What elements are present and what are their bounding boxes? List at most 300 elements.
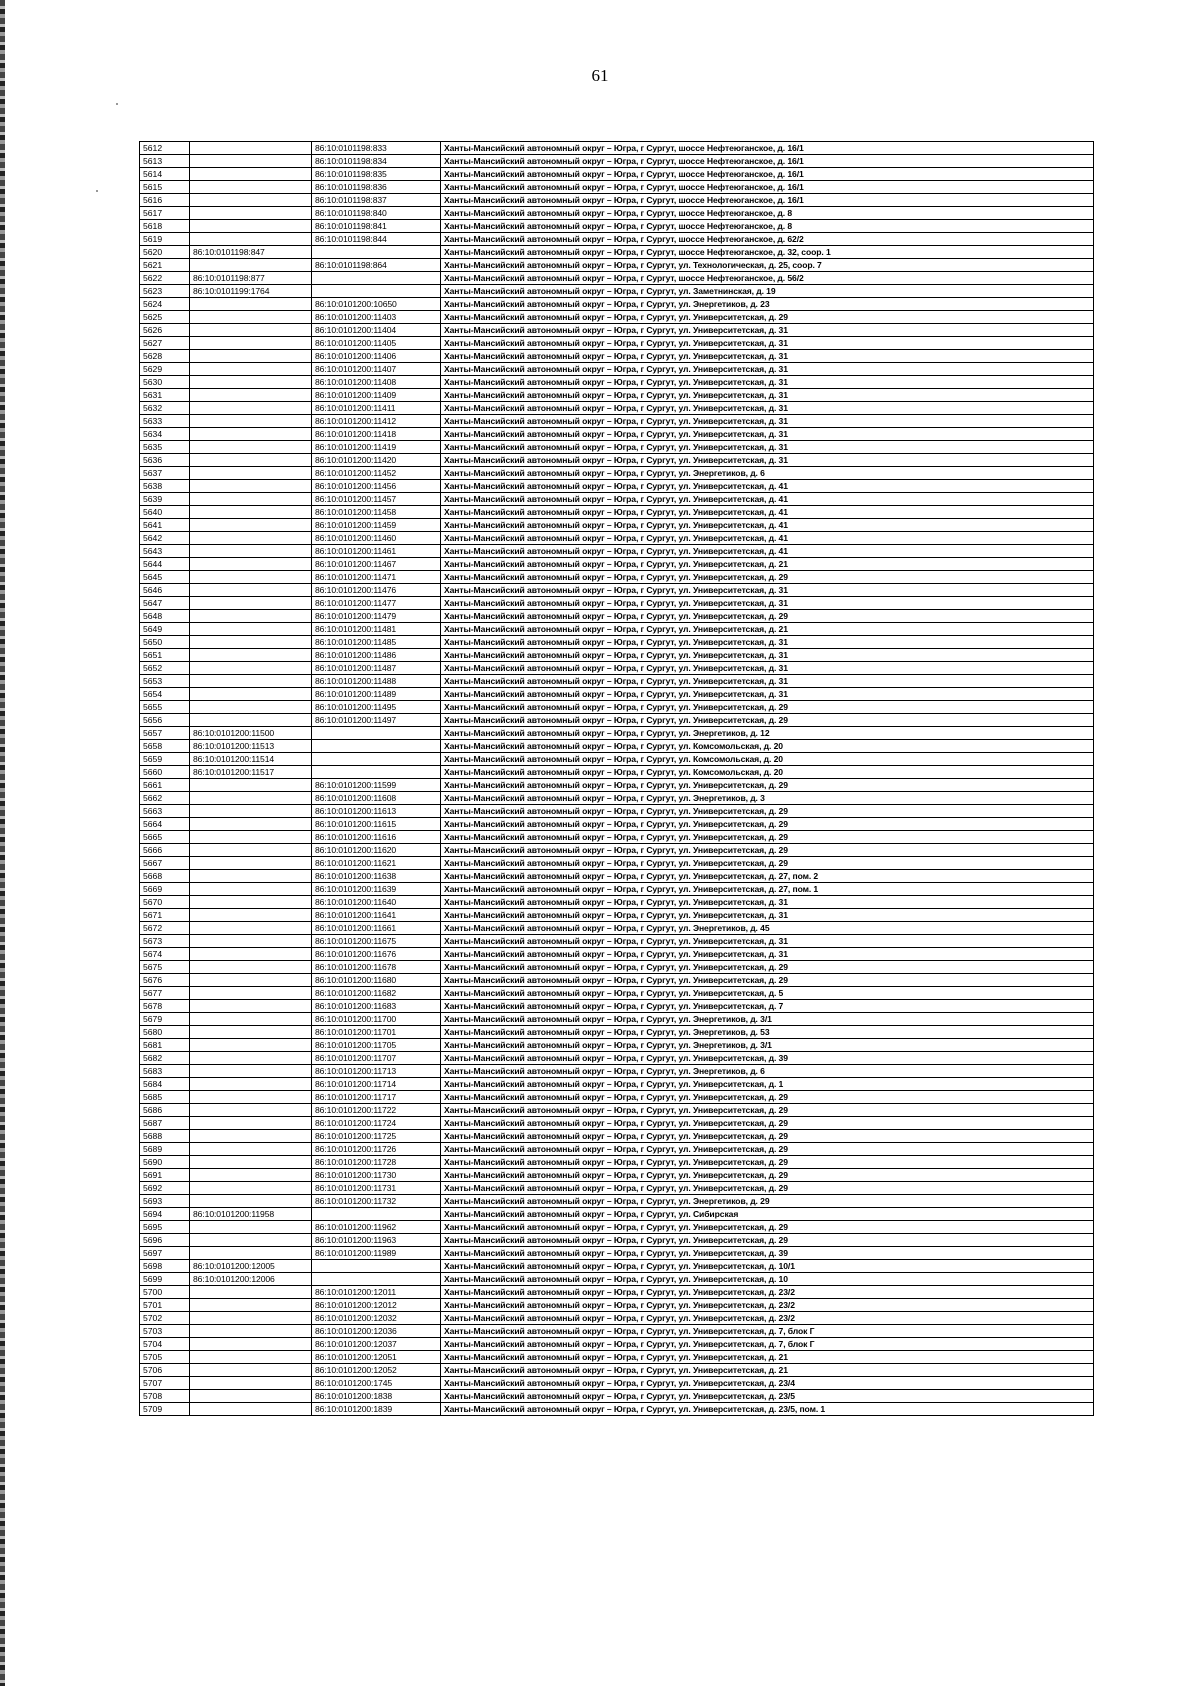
building-cadastral-number-cell: 86:10:0101198:844 (312, 233, 441, 246)
row-number-cell: 5627 (140, 337, 190, 350)
building-cadastral-number-cell (312, 740, 441, 753)
table-row (140, 1364, 1094, 1377)
land-cadastral-number-cell (190, 428, 312, 441)
address-cell: Ханты-Мансийский автономный округ – Югра, г Сургут, ул. Университетская, д. 21 (441, 623, 1094, 636)
land-cadastral-number-cell (190, 1195, 312, 1208)
table-row (140, 519, 1094, 532)
row-number-cell: 5621 (140, 259, 190, 272)
table-row (140, 714, 1094, 727)
building-cadastral-number-cell: 86:10:0101200:12036 (312, 1325, 441, 1338)
address-cell: Ханты-Мансийский автономный округ – Югра, г Сургут, ул. Энергетиков, д. 3 (441, 792, 1094, 805)
address-cell: Ханты-Мансийский автономный округ – Югра, г Сургут, ул. Университетская, д. 29 (441, 1130, 1094, 1143)
row-number-cell: 5616 (140, 194, 190, 207)
land-cadastral-number-cell (190, 558, 312, 571)
row-number-cell: 5651 (140, 649, 190, 662)
table-row (140, 857, 1094, 870)
table-row (140, 662, 1094, 675)
table-row (140, 246, 1094, 259)
land-cadastral-number-cell: 86:10:0101200:11958 (190, 1208, 312, 1221)
row-number-cell: 5650 (140, 636, 190, 649)
building-cadastral-number-cell: 86:10:0101200:11714 (312, 1078, 441, 1091)
address-cell: Ханты-Мансийский автономный округ – Югра, г Сургут, ул. Университетская, д. 41 (441, 532, 1094, 545)
address-cell: Ханты-Мансийский автономный округ – Югра, г Сургут, ул. Университетская, д. 31 (441, 337, 1094, 350)
address-cell: Ханты-Мансийский автономный округ – Югра, г Сургут, шоссе Нефтеюганское, д. 62/2 (441, 233, 1094, 246)
address-cell: Ханты-Мансийский автономный округ – Югра, г Сургут, ул. Университетская, д. 31 (441, 415, 1094, 428)
row-number-cell: 5682 (140, 1052, 190, 1065)
table-row (140, 324, 1094, 337)
table-row (140, 584, 1094, 597)
building-cadastral-number-cell: 86:10:0101198:834 (312, 155, 441, 168)
building-cadastral-number-cell: 86:10:0101200:11405 (312, 337, 441, 350)
land-cadastral-number-cell (190, 844, 312, 857)
land-cadastral-number-cell (190, 376, 312, 389)
building-cadastral-number-cell: 86:10:0101200:11461 (312, 545, 441, 558)
row-number-cell: 5703 (140, 1325, 190, 1338)
building-cadastral-number-cell: 86:10:0101200:11962 (312, 1221, 441, 1234)
table-row (140, 766, 1094, 779)
row-number-cell: 5681 (140, 1039, 190, 1052)
address-cell: Ханты-Мансийский автономный округ – Югра, г Сургут, ул. Энергетиков, д. 3/1 (441, 1039, 1094, 1052)
address-cell: Ханты-Мансийский автономный округ – Югра, г Сургут, ул. Энергетиков, д. 6 (441, 467, 1094, 480)
land-cadastral-number-cell (190, 142, 312, 155)
row-number-cell: 5698 (140, 1260, 190, 1273)
address-cell: Ханты-Мансийский автономный округ – Югра, г Сургут, ул. Университетская, д. 29 (441, 1143, 1094, 1156)
building-cadastral-number-cell: 86:10:0101200:11640 (312, 896, 441, 909)
address-cell: Ханты-Мансийский автономный округ – Югра, г Сургут, шоссе Нефтеюганское, д. 16/1 (441, 142, 1094, 155)
table-row (140, 779, 1094, 792)
address-cell: Ханты-Мансийский автономный округ – Югра, г Сургут, ул. Университетская, д. 7 (441, 1000, 1094, 1013)
row-number-cell: 5705 (140, 1351, 190, 1364)
building-cadastral-number-cell: 86:10:0101200:11409 (312, 389, 441, 402)
table-row (140, 987, 1094, 1000)
building-cadastral-number-cell (312, 246, 441, 259)
building-cadastral-number-cell: 86:10:0101200:11479 (312, 610, 441, 623)
land-cadastral-number-cell (190, 480, 312, 493)
row-number-cell: 5688 (140, 1130, 190, 1143)
table-row (140, 1182, 1094, 1195)
table-row (140, 948, 1094, 961)
table-row (140, 1065, 1094, 1078)
address-cell: Ханты-Мансийский автономный округ – Югра, г Сургут, ул. Энергетиков, д. 53 (441, 1026, 1094, 1039)
building-cadastral-number-cell: 86:10:0101200:11407 (312, 363, 441, 376)
building-cadastral-number-cell: 86:10:0101198:837 (312, 194, 441, 207)
table-row (140, 1299, 1094, 1312)
building-cadastral-number-cell: 86:10:0101200:11724 (312, 1117, 441, 1130)
table-row (140, 935, 1094, 948)
land-cadastral-number-cell: 86:10:0101199:1764 (190, 285, 312, 298)
row-number-cell: 5680 (140, 1026, 190, 1039)
land-cadastral-number-cell (190, 571, 312, 584)
land-cadastral-number-cell: 86:10:0101200:11514 (190, 753, 312, 766)
table-row (140, 1325, 1094, 1338)
address-cell: Ханты-Мансийский автономный округ – Югра, г Сургут, ул. Университетская, д. 23/5 (441, 1390, 1094, 1403)
scan-speck (116, 103, 118, 105)
land-cadastral-number-cell: 86:10:0101198:877 (190, 272, 312, 285)
table-row (140, 428, 1094, 441)
building-cadastral-number-cell: 86:10:0101200:11420 (312, 454, 441, 467)
table-row (140, 597, 1094, 610)
address-cell: Ханты-Мансийский автономный округ – Югра, г Сургут, ул. Университетская, д. 31 (441, 948, 1094, 961)
table-row (140, 1091, 1094, 1104)
row-number-cell: 5629 (140, 363, 190, 376)
address-cell: Ханты-Мансийский автономный округ – Югра, г Сургут, ул. Университетская, д. 31 (441, 597, 1094, 610)
building-cadastral-number-cell: 86:10:0101200:11728 (312, 1156, 441, 1169)
building-cadastral-number-cell: 86:10:0101200:11408 (312, 376, 441, 389)
table-row (140, 1130, 1094, 1143)
address-cell: Ханты-Мансийский автономный округ – Югра, г Сургут, ул. Университетская, д. 21 (441, 558, 1094, 571)
building-cadastral-number-cell: 86:10:0101200:11476 (312, 584, 441, 597)
building-cadastral-number-cell: 86:10:0101200:11676 (312, 948, 441, 961)
building-cadastral-number-cell: 86:10:0101200:11488 (312, 675, 441, 688)
row-number-cell: 5677 (140, 987, 190, 1000)
address-cell: Ханты-Мансийский автономный округ – Югра, г Сургут, ул. Университетская, д. 31 (441, 454, 1094, 467)
land-cadastral-number-cell (190, 1013, 312, 1026)
row-number-cell: 5674 (140, 948, 190, 961)
land-cadastral-number-cell (190, 649, 312, 662)
table-row (140, 1039, 1094, 1052)
land-cadastral-number-cell (190, 1299, 312, 1312)
table-row (140, 1377, 1094, 1390)
registry-table-body (140, 142, 1094, 1416)
address-cell: Ханты-Мансийский автономный округ – Югра, г Сургут, ул. Университетская, д. 29 (441, 1221, 1094, 1234)
land-cadastral-number-cell (190, 662, 312, 675)
row-number-cell: 5663 (140, 805, 190, 818)
row-number-cell: 5687 (140, 1117, 190, 1130)
row-number-cell: 5628 (140, 350, 190, 363)
address-cell: Ханты-Мансийский автономный округ – Югра, г Сургут, ул. Сибирская (441, 1208, 1094, 1221)
building-cadastral-number-cell: 86:10:0101200:11638 (312, 870, 441, 883)
building-cadastral-number-cell: 86:10:0101200:11489 (312, 688, 441, 701)
land-cadastral-number-cell (190, 389, 312, 402)
table-row (140, 792, 1094, 805)
land-cadastral-number-cell (190, 870, 312, 883)
row-number-cell: 5637 (140, 467, 190, 480)
table-row (140, 545, 1094, 558)
building-cadastral-number-cell: 86:10:0101200:11705 (312, 1039, 441, 1052)
address-cell: Ханты-Мансийский автономный округ – Югра, г Сургут, ул. Университетская, д. 23/4 (441, 1377, 1094, 1390)
table-row (140, 1351, 1094, 1364)
table-row (140, 207, 1094, 220)
building-cadastral-number-cell: 86:10:0101200:11404 (312, 324, 441, 337)
address-cell: Ханты-Мансийский автономный округ – Югра, г Сургут, ул. Университетская, д. 31 (441, 896, 1094, 909)
building-cadastral-number-cell: 86:10:0101200:11730 (312, 1169, 441, 1182)
land-cadastral-number-cell (190, 1312, 312, 1325)
land-cadastral-number-cell: 86:10:0101200:11517 (190, 766, 312, 779)
row-number-cell: 5661 (140, 779, 190, 792)
table-row (140, 168, 1094, 181)
address-cell: Ханты-Мансийский автономный округ – Югра, г Сургут, ул. Университетская, д. 31 (441, 350, 1094, 363)
address-cell: Ханты-Мансийский автономный округ – Югра, г Сургут, ул. Университетская, д. 23/2 (441, 1312, 1094, 1325)
row-number-cell: 5620 (140, 246, 190, 259)
building-cadastral-number-cell: 86:10:0101200:1839 (312, 1403, 441, 1416)
building-cadastral-number-cell: 86:10:0101200:11717 (312, 1091, 441, 1104)
building-cadastral-number-cell: 86:10:0101200:11726 (312, 1143, 441, 1156)
land-cadastral-number-cell: 86:10:0101200:12006 (190, 1273, 312, 1286)
address-cell: Ханты-Мансийский автономный округ – Югра, г Сургут, ул. Университетская, д. 31 (441, 324, 1094, 337)
row-number-cell: 5614 (140, 168, 190, 181)
land-cadastral-number-cell (190, 233, 312, 246)
table-row (140, 1208, 1094, 1221)
address-cell: Ханты-Мансийский автономный округ – Югра, г Сургут, ул. Энергетиков, д. 45 (441, 922, 1094, 935)
row-number-cell: 5679 (140, 1013, 190, 1026)
row-number-cell: 5694 (140, 1208, 190, 1221)
table-row (140, 1169, 1094, 1182)
land-cadastral-number-cell (190, 610, 312, 623)
row-number-cell: 5658 (140, 740, 190, 753)
row-number-cell: 5636 (140, 454, 190, 467)
land-cadastral-number-cell (190, 948, 312, 961)
row-number-cell: 5654 (140, 688, 190, 701)
row-number-cell: 5623 (140, 285, 190, 298)
table-row (140, 1273, 1094, 1286)
row-number-cell: 5626 (140, 324, 190, 337)
address-cell: Ханты-Мансийский автономный округ – Югра, г Сургут, ул. Университетская, д. 41 (441, 480, 1094, 493)
address-cell: Ханты-Мансийский автономный округ – Югра, г Сургут, ул. Университетская, д. 21 (441, 1351, 1094, 1364)
row-number-cell: 5618 (140, 220, 190, 233)
land-cadastral-number-cell (190, 1325, 312, 1338)
row-number-cell: 5697 (140, 1247, 190, 1260)
row-number-cell: 5642 (140, 532, 190, 545)
row-number-cell: 5631 (140, 389, 190, 402)
row-number-cell: 5699 (140, 1273, 190, 1286)
land-cadastral-number-cell (190, 584, 312, 597)
row-number-cell: 5625 (140, 311, 190, 324)
building-cadastral-number-cell: 86:10:0101198:833 (312, 142, 441, 155)
table-row (140, 961, 1094, 974)
land-cadastral-number-cell (190, 181, 312, 194)
address-cell: Ханты-Мансийский автономный округ – Югра, г Сургут, ул. Университетская, д. 31 (441, 376, 1094, 389)
land-cadastral-number-cell (190, 1091, 312, 1104)
building-cadastral-number-cell: 86:10:0101200:11701 (312, 1026, 441, 1039)
table-row (140, 454, 1094, 467)
building-cadastral-number-cell: 86:10:0101200:11458 (312, 506, 441, 519)
building-cadastral-number-cell: 86:10:0101200:11419 (312, 441, 441, 454)
land-cadastral-number-cell (190, 1338, 312, 1351)
building-cadastral-number-cell (312, 1260, 441, 1273)
address-cell: Ханты-Мансийский автономный округ – Югра, г Сургут, ул. Технологическая, д. 25, соор. 7 (441, 259, 1094, 272)
address-cell: Ханты-Мансийский автономный округ – Югра, г Сургут, ул. Университетская, д. 23/5, пом. 1 (441, 1403, 1094, 1416)
row-number-cell: 5645 (140, 571, 190, 584)
row-number-cell: 5669 (140, 883, 190, 896)
land-cadastral-number-cell (190, 688, 312, 701)
building-cadastral-number-cell: 86:10:0101198:835 (312, 168, 441, 181)
address-cell: Ханты-Мансийский автономный округ – Югра, г Сургут, ул. Университетская, д. 31 (441, 636, 1094, 649)
address-cell: Ханты-Мансийский автономный округ – Югра, г Сургут, ул. Университетская, д. 41 (441, 519, 1094, 532)
row-number-cell: 5633 (140, 415, 190, 428)
land-cadastral-number-cell (190, 207, 312, 220)
building-cadastral-number-cell: 86:10:0101200:11620 (312, 844, 441, 857)
row-number-cell: 5672 (140, 922, 190, 935)
land-cadastral-number-cell (190, 1052, 312, 1065)
land-cadastral-number-cell (190, 545, 312, 558)
building-cadastral-number-cell: 86:10:0101200:11616 (312, 831, 441, 844)
table-row (140, 649, 1094, 662)
row-number-cell: 5646 (140, 584, 190, 597)
table-row (140, 363, 1094, 376)
building-cadastral-number-cell: 86:10:0101200:11680 (312, 974, 441, 987)
row-number-cell: 5624 (140, 298, 190, 311)
address-cell: Ханты-Мансийский автономный округ – Югра, г Сургут, ул. Университетская, д. 29 (441, 701, 1094, 714)
table-row (140, 1156, 1094, 1169)
building-cadastral-number-cell: 86:10:0101200:11481 (312, 623, 441, 636)
building-cadastral-number-cell: 86:10:0101200:12012 (312, 1299, 441, 1312)
building-cadastral-number-cell: 86:10:0101200:11459 (312, 519, 441, 532)
building-cadastral-number-cell: 86:10:0101200:12032 (312, 1312, 441, 1325)
building-cadastral-number-cell: 86:10:0101200:11731 (312, 1182, 441, 1195)
address-cell: Ханты-Мансийский автономный округ – Югра, г Сургут, ул. Энергетиков, д. 12 (441, 727, 1094, 740)
building-cadastral-number-cell: 86:10:0101200:1745 (312, 1377, 441, 1390)
row-number-cell: 5695 (140, 1221, 190, 1234)
address-cell: Ханты-Мансийский автономный округ – Югра, г Сургут, ул. Университетская, д. 23/2 (441, 1286, 1094, 1299)
table-row (140, 155, 1094, 168)
address-cell: Ханты-Мансийский автономный округ – Югра, г Сургут, ул. Комсомольская, д. 20 (441, 766, 1094, 779)
land-cadastral-number-cell (190, 1065, 312, 1078)
land-cadastral-number-cell (190, 922, 312, 935)
building-cadastral-number-cell (312, 1208, 441, 1221)
scan-binding-edge (0, 0, 5, 1686)
table-row (140, 1000, 1094, 1013)
address-cell: Ханты-Мансийский автономный округ – Югра, г Сургут, ул. Университетская, д. 29 (441, 1156, 1094, 1169)
building-cadastral-number-cell: 86:10:0101200:11497 (312, 714, 441, 727)
address-cell: Ханты-Мансийский автономный округ – Югра, г Сургут, шоссе Нефтеюганское, д. 16/1 (441, 181, 1094, 194)
row-number-cell: 5708 (140, 1390, 190, 1403)
building-cadastral-number-cell: 86:10:0101200:11460 (312, 532, 441, 545)
row-number-cell: 5653 (140, 675, 190, 688)
building-cadastral-number-cell: 86:10:0101200:11678 (312, 961, 441, 974)
table-row (140, 220, 1094, 233)
address-cell: Ханты-Мансийский автономный округ – Югра, г Сургут, шоссе Нефтеюганское, д. 16/1 (441, 168, 1094, 181)
address-cell: Ханты-Мансийский автономный округ – Югра, г Сургут, ул. Университетская, д. 31 (441, 935, 1094, 948)
table-row (140, 610, 1094, 623)
building-cadastral-number-cell: 86:10:0101200:12037 (312, 1338, 441, 1351)
address-cell: Ханты-Мансийский автономный округ – Югра, г Сургут, ул. Университетская, д. 29 (441, 818, 1094, 831)
land-cadastral-number-cell (190, 818, 312, 831)
row-number-cell: 5690 (140, 1156, 190, 1169)
row-number-cell: 5673 (140, 935, 190, 948)
building-cadastral-number-cell (312, 753, 441, 766)
row-number-cell: 5638 (140, 480, 190, 493)
building-cadastral-number-cell: 86:10:0101200:11639 (312, 883, 441, 896)
address-cell: Ханты-Мансийский автономный округ – Югра, г Сургут, ул. Университетская, д. 29 (441, 857, 1094, 870)
address-cell: Ханты-Мансийский автономный округ – Югра, г Сургут, ул. Университетская, д. 29 (441, 571, 1094, 584)
building-cadastral-number-cell: 86:10:0101200:11725 (312, 1130, 441, 1143)
table-row (140, 753, 1094, 766)
row-number-cell: 5656 (140, 714, 190, 727)
address-cell: Ханты-Мансийский автономный округ – Югра, г Сургут, ул. Университетская, д. 41 (441, 545, 1094, 558)
table-row (140, 467, 1094, 480)
address-cell: Ханты-Мансийский автономный округ – Югра, г Сургут, ул. Университетская, д. 27, пом. 2 (441, 870, 1094, 883)
table-row (140, 1143, 1094, 1156)
land-cadastral-number-cell (190, 1182, 312, 1195)
land-cadastral-number-cell (190, 831, 312, 844)
address-cell: Ханты-Мансийский автономный округ – Югра, г Сургут, шоссе Нефтеюганское, д. 16/1 (441, 155, 1094, 168)
row-number-cell: 5622 (140, 272, 190, 285)
land-cadastral-number-cell (190, 1026, 312, 1039)
row-number-cell: 5683 (140, 1065, 190, 1078)
row-number-cell: 5635 (140, 441, 190, 454)
building-cadastral-number-cell: 86:10:0101200:11661 (312, 922, 441, 935)
row-number-cell: 5612 (140, 142, 190, 155)
table-row (140, 1013, 1094, 1026)
table-row (140, 506, 1094, 519)
address-cell: Ханты-Мансийский автономный округ – Югра, г Сургут, ул. Университетская, д. 29 (441, 779, 1094, 792)
building-cadastral-number-cell (312, 285, 441, 298)
address-cell: Ханты-Мансийский автономный округ – Югра, г Сургут, ул. Университетская, д. 29 (441, 974, 1094, 987)
table-row (140, 922, 1094, 935)
row-number-cell: 5704 (140, 1338, 190, 1351)
land-cadastral-number-cell (190, 935, 312, 948)
building-cadastral-number-cell: 86:10:0101200:11412 (312, 415, 441, 428)
land-cadastral-number-cell (190, 974, 312, 987)
row-number-cell: 5678 (140, 1000, 190, 1013)
land-cadastral-number-cell (190, 402, 312, 415)
table-row (140, 883, 1094, 896)
land-cadastral-number-cell (190, 155, 312, 168)
address-cell: Ханты-Мансийский автономный округ – Югра, г Сургут, ул. Университетская, д. 31 (441, 649, 1094, 662)
row-number-cell: 5667 (140, 857, 190, 870)
land-cadastral-number-cell (190, 519, 312, 532)
table-row (140, 1078, 1094, 1091)
building-cadastral-number-cell: 86:10:0101200:12011 (312, 1286, 441, 1299)
table-row (140, 441, 1094, 454)
row-number-cell: 5701 (140, 1299, 190, 1312)
address-cell: Ханты-Мансийский автономный округ – Югра, г Сургут, ул. Университетская, д. 31 (441, 662, 1094, 675)
land-cadastral-number-cell (190, 701, 312, 714)
building-cadastral-number-cell: 86:10:0101200:11471 (312, 571, 441, 584)
table-row (140, 285, 1094, 298)
address-cell: Ханты-Мансийский автономный округ – Югра, г Сургут, ул. Университетская, д. 29 (441, 805, 1094, 818)
row-number-cell: 5613 (140, 155, 190, 168)
building-cadastral-number-cell: 86:10:0101198:841 (312, 220, 441, 233)
table-row (140, 1221, 1094, 1234)
building-cadastral-number-cell: 86:10:0101200:10650 (312, 298, 441, 311)
land-cadastral-number-cell (190, 337, 312, 350)
address-cell: Ханты-Мансийский автономный округ – Югра, г Сургут, ул. Университетская, д. 1 (441, 1078, 1094, 1091)
address-cell: Ханты-Мансийский автономный округ – Югра, г Сургут, ул. Университетская, д. 21 (441, 1364, 1094, 1377)
address-cell: Ханты-Мансийский автономный округ – Югра, г Сургут, ул. Университетская, д. 29 (441, 1117, 1094, 1130)
address-cell: Ханты-Мансийский автономный округ – Югра, г Сургут, ул. Университетская, д. 31 (441, 363, 1094, 376)
table-row (140, 636, 1094, 649)
building-cadastral-number-cell: 86:10:0101200:11963 (312, 1234, 441, 1247)
land-cadastral-number-cell (190, 987, 312, 1000)
address-cell: Ханты-Мансийский автономный округ – Югра, г Сургут, ул. Энергетиков, д. 6 (441, 1065, 1094, 1078)
land-cadastral-number-cell (190, 259, 312, 272)
building-cadastral-number-cell: 86:10:0101200:11495 (312, 701, 441, 714)
address-cell: Ханты-Мансийский автономный округ – Югра, г Сургут, ул. Университетская, д. 39 (441, 1052, 1094, 1065)
building-cadastral-number-cell: 86:10:0101200:1838 (312, 1390, 441, 1403)
building-cadastral-number-cell (312, 272, 441, 285)
row-number-cell: 5647 (140, 597, 190, 610)
address-cell: Ханты-Мансийский автономный округ – Югра, г Сургут, шоссе Нефтеюганское, д. 8 (441, 220, 1094, 233)
land-cadastral-number-cell (190, 1130, 312, 1143)
land-cadastral-number-cell (190, 779, 312, 792)
row-number-cell: 5662 (140, 792, 190, 805)
address-cell: Ханты-Мансийский автономный округ – Югра, г Сургут, ул. Университетская, д. 31 (441, 675, 1094, 688)
row-number-cell: 5639 (140, 493, 190, 506)
land-cadastral-number-cell (190, 961, 312, 974)
table-row (140, 870, 1094, 883)
table-row (140, 974, 1094, 987)
building-cadastral-number-cell (312, 766, 441, 779)
land-cadastral-number-cell: 86:10:0101198:847 (190, 246, 312, 259)
table-row (140, 532, 1094, 545)
table-row (140, 298, 1094, 311)
land-cadastral-number-cell (190, 350, 312, 363)
property-registry-table (139, 141, 1094, 1416)
building-cadastral-number-cell: 86:10:0101200:11487 (312, 662, 441, 675)
address-cell: Ханты-Мансийский автономный округ – Югра, г Сургут, ул. Университетская, д. 29 (441, 610, 1094, 623)
table-row (140, 1403, 1094, 1416)
